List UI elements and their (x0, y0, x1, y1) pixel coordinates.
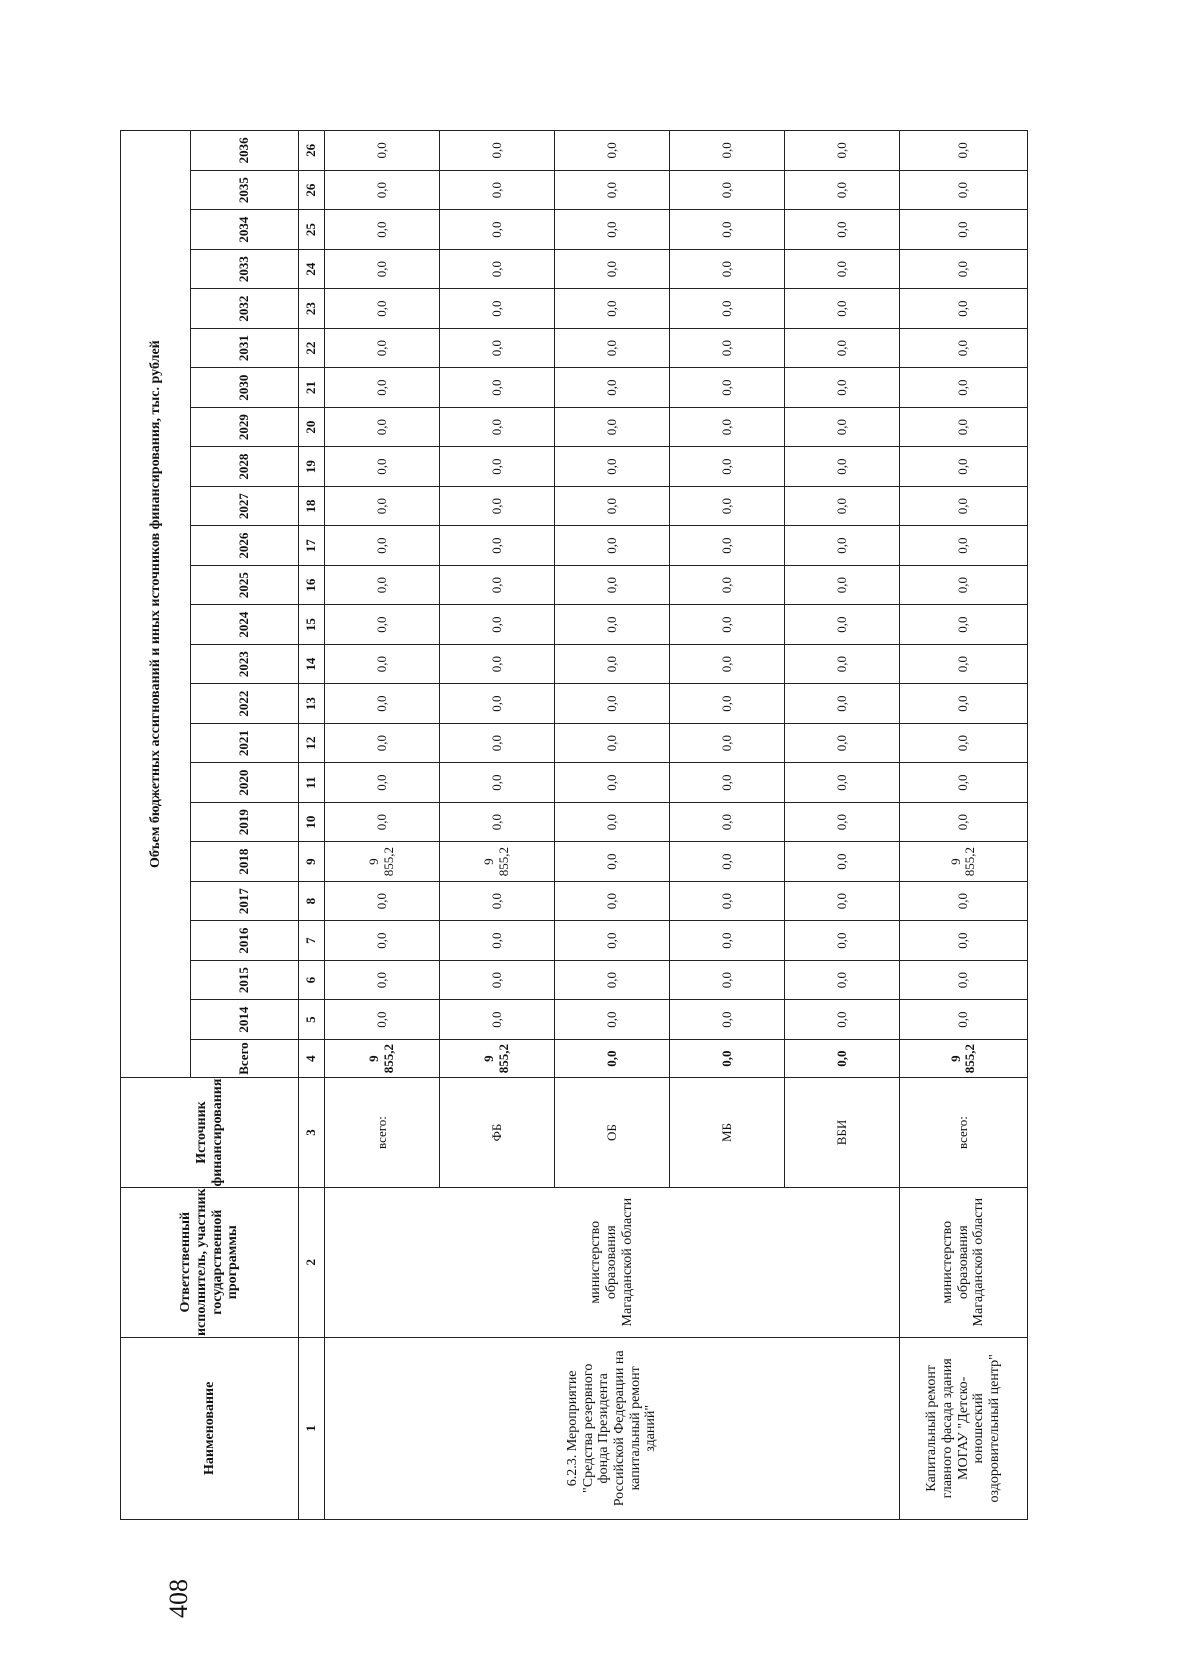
value-cell: 0,0 (554, 921, 669, 961)
value-cell: 0,0 (439, 644, 554, 684)
header-year: 2022 (191, 684, 299, 724)
value-cell: 0,0 (784, 802, 899, 842)
column-number: 20 (299, 407, 325, 447)
column-number: 3 (299, 1078, 325, 1187)
column-number: 17 (299, 526, 325, 566)
value-cell: 0,0 (899, 723, 1027, 763)
header-year: 2031 (191, 328, 299, 368)
value-cell: 0,0 (325, 249, 440, 289)
value-cell: 0,0 (325, 921, 440, 961)
total-cell: 0,0 (669, 1039, 784, 1077)
value-cell: 0,0 (784, 210, 899, 250)
header-year: 2035 (191, 170, 299, 210)
value-cell: 0,0 (439, 210, 554, 250)
header-name: Наименование (121, 1337, 299, 1519)
value-cell: 0,0 (439, 921, 554, 961)
value-cell: 0,0 (554, 407, 669, 447)
subitem-executor: министерство образования Магаданской области (899, 1187, 1027, 1337)
header-year: 2034 (191, 210, 299, 250)
header-year: 2025 (191, 565, 299, 605)
value-cell: 0,0 (554, 723, 669, 763)
value-cell: 0,0 (439, 723, 554, 763)
column-number: 8 (299, 881, 325, 921)
column-number: 15 (299, 605, 325, 645)
page-number: 408 (164, 1579, 193, 1618)
value-cell: 0,0 (669, 842, 784, 882)
column-number: 25 (299, 210, 325, 250)
total-cell: 9 855,2 (899, 1039, 1027, 1077)
value-cell: 0,0 (669, 210, 784, 250)
value-cell: 0,0 (784, 526, 899, 566)
value-cell: 0,0 (899, 210, 1027, 250)
value-cell: 0,0 (325, 170, 440, 210)
source-cell: МБ (669, 1078, 784, 1187)
value-cell: 0,0 (325, 526, 440, 566)
value-cell: 0,0 (325, 960, 440, 1000)
value-cell: 0,0 (669, 131, 784, 171)
value-cell: 0,0 (669, 170, 784, 210)
value-cell: 9 855,2 (899, 842, 1027, 882)
value-cell: 0,0 (669, 447, 784, 487)
value-cell: 0,0 (899, 328, 1027, 368)
value-cell: 0,0 (899, 565, 1027, 605)
value-cell: 0,0 (669, 328, 784, 368)
source-cell: всего: (325, 1078, 440, 1187)
value-cell: 0,0 (325, 368, 440, 408)
column-number: 14 (299, 644, 325, 684)
column-number: 19 (299, 447, 325, 487)
value-cell: 0,0 (899, 131, 1027, 171)
value-cell: 0,0 (554, 486, 669, 526)
value-cell: 0,0 (439, 170, 554, 210)
source-cell: ВБИ (784, 1078, 899, 1187)
value-cell: 0,0 (899, 1000, 1027, 1040)
value-cell: 0,0 (325, 1000, 440, 1040)
value-cell: 0,0 (554, 605, 669, 645)
value-cell: 0,0 (325, 131, 440, 171)
header-year: 2019 (191, 802, 299, 842)
value-cell: 0,0 (784, 723, 899, 763)
header-year: 2021 (191, 723, 299, 763)
value-cell: 0,0 (439, 289, 554, 329)
value-cell: 0,0 (439, 684, 554, 724)
value-cell: 0,0 (899, 684, 1027, 724)
column-number: 21 (299, 368, 325, 408)
total-cell: 0,0 (554, 1039, 669, 1077)
column-number: 24 (299, 249, 325, 289)
header-year: 2014 (191, 1000, 299, 1040)
header-year: 2015 (191, 960, 299, 1000)
value-cell: 0,0 (439, 526, 554, 566)
value-cell: 0,0 (784, 407, 899, 447)
value-cell: 0,0 (784, 447, 899, 487)
value-cell: 0,0 (669, 960, 784, 1000)
value-cell: 0,0 (325, 605, 440, 645)
value-cell: 0,0 (669, 881, 784, 921)
value-cell: 0,0 (439, 1000, 554, 1040)
value-cell: 0,0 (669, 802, 784, 842)
value-cell: 0,0 (899, 644, 1027, 684)
value-cell: 0,0 (554, 526, 669, 566)
value-cell: 0,0 (669, 723, 784, 763)
value-cell: 0,0 (554, 249, 669, 289)
value-cell: 0,0 (554, 1000, 669, 1040)
value-cell: 0,0 (899, 249, 1027, 289)
value-cell: 0,0 (899, 763, 1027, 803)
header-year: 2024 (191, 605, 299, 645)
value-cell: 0,0 (669, 763, 784, 803)
value-cell: 0,0 (554, 802, 669, 842)
value-cell: 0,0 (899, 447, 1027, 487)
value-cell: 0,0 (784, 1000, 899, 1040)
value-cell: 0,0 (899, 526, 1027, 566)
value-cell: 0,0 (439, 328, 554, 368)
value-cell: 0,0 (439, 407, 554, 447)
value-cell: 0,0 (325, 447, 440, 487)
column-number: 2 (299, 1187, 325, 1337)
value-cell: 0,0 (784, 684, 899, 724)
value-cell: 9 855,2 (439, 842, 554, 882)
value-cell: 0,0 (554, 328, 669, 368)
column-number: 1 (299, 1337, 325, 1519)
value-cell: 0,0 (669, 407, 784, 447)
value-cell: 0,0 (439, 960, 554, 1000)
value-cell: 0,0 (899, 407, 1027, 447)
value-cell: 0,0 (325, 802, 440, 842)
header-financing-volume: Объем бюджетных ассигнований и иных источников финансирования, тыс. рублей (121, 131, 191, 1078)
column-number: 18 (299, 486, 325, 526)
value-cell: 0,0 (325, 684, 440, 724)
value-cell: 0,0 (899, 881, 1027, 921)
header-year: 2032 (191, 289, 299, 329)
value-cell: 0,0 (899, 368, 1027, 408)
value-cell: 0,0 (554, 289, 669, 329)
total-cell: 9 855,2 (325, 1039, 440, 1077)
column-number: 12 (299, 723, 325, 763)
value-cell: 0,0 (439, 486, 554, 526)
value-cell: 0,0 (325, 210, 440, 250)
value-cell: 0,0 (439, 131, 554, 171)
source-cell: ОБ (554, 1078, 669, 1187)
header-year: 2030 (191, 368, 299, 408)
value-cell: 0,0 (554, 763, 669, 803)
value-cell: 0,0 (669, 368, 784, 408)
budget-table (120, 130, 1028, 1520)
value-cell: 0,0 (554, 131, 669, 171)
header-year: 2028 (191, 447, 299, 487)
column-number: 5 (299, 1000, 325, 1040)
page-number-wrap (80, 812, 193, 1618)
event-executor: министерство образования Магаданской области (325, 1187, 900, 1337)
value-cell: 0,0 (325, 407, 440, 447)
value-cell: 0,0 (325, 328, 440, 368)
value-cell: 0,0 (669, 605, 784, 645)
value-cell: 0,0 (784, 960, 899, 1000)
value-cell: 0,0 (439, 881, 554, 921)
column-number: 4 (299, 1039, 325, 1077)
column-number: 9 (299, 842, 325, 882)
header-source: Источник финансирования (121, 1078, 299, 1187)
header-year: 2036 (191, 131, 299, 171)
value-cell: 0,0 (439, 565, 554, 605)
column-number: 26 (299, 131, 325, 171)
header-year: 2029 (191, 407, 299, 447)
value-cell: 0,0 (439, 447, 554, 487)
value-cell: 0,0 (784, 605, 899, 645)
column-number: 26 (299, 170, 325, 210)
value-cell: 0,0 (554, 684, 669, 724)
value-cell: 0,0 (784, 249, 899, 289)
value-cell: 0,0 (325, 881, 440, 921)
value-cell: 0,0 (899, 605, 1027, 645)
column-number: 11 (299, 763, 325, 803)
value-cell: 0,0 (899, 960, 1027, 1000)
value-cell: 0,0 (669, 486, 784, 526)
value-cell: 0,0 (554, 170, 669, 210)
rotated-table-container (120, 130, 1028, 1520)
value-cell: 0,0 (439, 605, 554, 645)
value-cell: 0,0 (325, 486, 440, 526)
column-number: 16 (299, 565, 325, 605)
header-year: 2016 (191, 921, 299, 961)
value-cell: 0,0 (439, 368, 554, 408)
value-cell: 0,0 (784, 368, 899, 408)
value-cell: 0,0 (899, 921, 1027, 961)
value-cell: 0,0 (669, 684, 784, 724)
value-cell: 0,0 (899, 289, 1027, 329)
header-year: 2023 (191, 644, 299, 684)
value-cell: 0,0 (784, 328, 899, 368)
value-cell: 0,0 (784, 644, 899, 684)
value-cell: 0,0 (439, 763, 554, 803)
value-cell: 0,0 (669, 921, 784, 961)
column-number: 23 (299, 289, 325, 329)
value-cell: 0,0 (325, 289, 440, 329)
value-cell: 0,0 (784, 170, 899, 210)
value-cell: 0,0 (554, 881, 669, 921)
value-cell: 0,0 (784, 486, 899, 526)
value-cell: 0,0 (554, 210, 669, 250)
event-name: 6.2.3. Мероприятие "Средства резервного фонда Президента Российской Федерации на капитальный ремонт зданий" (325, 1337, 900, 1519)
value-cell: 0,0 (554, 960, 669, 1000)
value-cell: 0,0 (784, 289, 899, 329)
value-cell: 0,0 (784, 921, 899, 961)
value-cell: 0,0 (784, 842, 899, 882)
value-cell: 0,0 (325, 723, 440, 763)
header-total: Всего (191, 1039, 299, 1077)
header-year: 2020 (191, 763, 299, 803)
value-cell: 0,0 (439, 249, 554, 289)
value-cell: 0,0 (899, 486, 1027, 526)
source-cell: всего: (899, 1078, 1027, 1187)
column-number: 13 (299, 684, 325, 724)
value-cell: 0,0 (325, 565, 440, 605)
header-year: 2017 (191, 881, 299, 921)
column-number: 7 (299, 921, 325, 961)
total-cell: 0,0 (784, 1039, 899, 1077)
value-cell: 0,0 (554, 565, 669, 605)
value-cell: 0,0 (899, 170, 1027, 210)
value-cell: 0,0 (784, 131, 899, 171)
value-cell: 0,0 (669, 249, 784, 289)
value-cell: 0,0 (554, 447, 669, 487)
subitem-name: Капитальный ремонт главного фасада здания МОГАУ "Детско-юношеский оздоровительный центр" (899, 1337, 1027, 1519)
value-cell: 0,0 (669, 526, 784, 566)
column-number: 10 (299, 802, 325, 842)
column-number: 6 (299, 960, 325, 1000)
value-cell: 0,0 (669, 644, 784, 684)
header-year: 2026 (191, 526, 299, 566)
value-cell: 0,0 (669, 289, 784, 329)
header-year: 2027 (191, 486, 299, 526)
header-executor: Ответственный исполнитель, участник государственной программы (121, 1187, 299, 1337)
value-cell: 0,0 (325, 763, 440, 803)
source-cell: ФБ (439, 1078, 554, 1187)
column-number: 22 (299, 328, 325, 368)
table-row (325, 131, 440, 1520)
value-cell: 0,0 (669, 565, 784, 605)
table-row (899, 131, 1027, 1520)
total-cell: 9 855,2 (439, 1039, 554, 1077)
value-cell: 0,0 (554, 644, 669, 684)
value-cell: 0,0 (325, 644, 440, 684)
value-cell: 0,0 (784, 565, 899, 605)
value-cell: 0,0 (554, 842, 669, 882)
value-cell: 0,0 (784, 763, 899, 803)
header-year: 2033 (191, 249, 299, 289)
value-cell: 0,0 (669, 1000, 784, 1040)
value-cell: 0,0 (899, 802, 1027, 842)
value-cell: 0,0 (554, 368, 669, 408)
value-cell: 9 855,2 (325, 842, 440, 882)
value-cell: 0,0 (439, 802, 554, 842)
header-year: 2018 (191, 842, 299, 882)
value-cell: 0,0 (784, 881, 899, 921)
